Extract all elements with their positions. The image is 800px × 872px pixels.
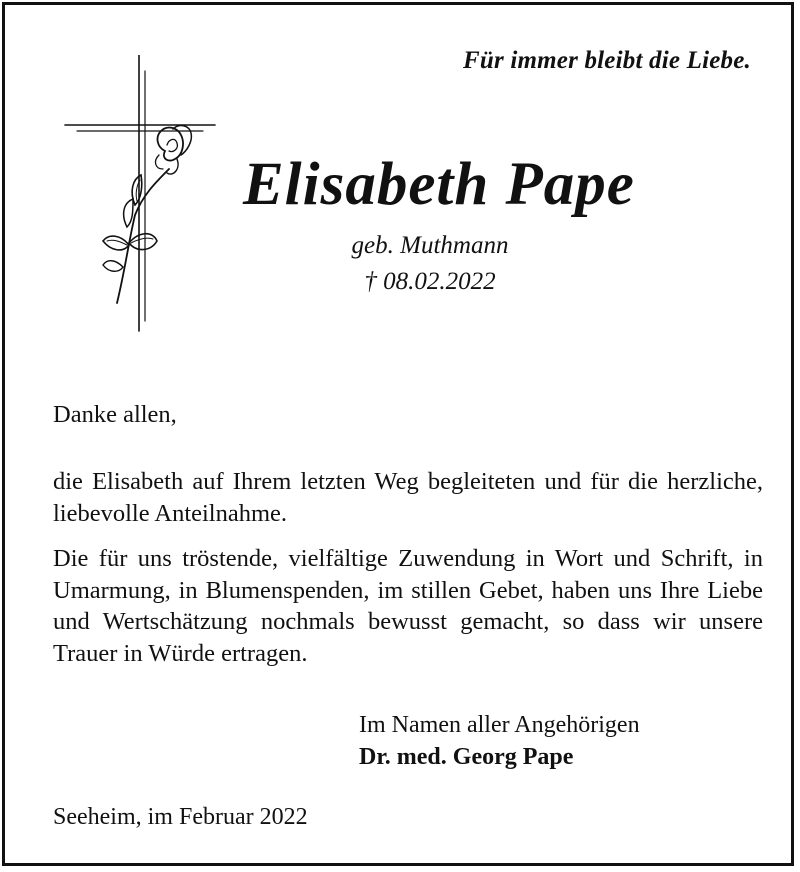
thanks-paragraph: die Elisabeth auf Ihrem letzten Weg begleiteten und für die herzliche, liebevolle Anteilnahme. — [53, 468, 763, 527]
signer-name: Dr. med. Georg Pape — [359, 744, 574, 770]
death-date: † 08.02.2022 — [364, 268, 496, 295]
signature-intro: Im Namen aller Angehörigen — [359, 712, 640, 738]
signature-block — [359, 709, 640, 773]
place-date: Seeheim, im Februar 2022 — [53, 804, 308, 830]
greeting: Danke allen, — [53, 401, 177, 428]
gratitude-paragraph: Die für uns tröstende, vielfältige Zuwendung in Wort und Schrift, in Umarmung, in Blumenspenden, im stillen Gebet, haben uns Ihre Liebe und Wertschätzung nochmals bewusst gemacht, so dass wir unsere Trauer in Würde ertragen. — [53, 545, 763, 667]
motto: Für immer bleibt die Liebe. — [462, 47, 751, 74]
birth-name: geb. Muthmann — [351, 232, 509, 259]
obituary-notice — [2, 2, 794, 866]
deceased-name: Elisabeth Pape — [243, 151, 635, 218]
